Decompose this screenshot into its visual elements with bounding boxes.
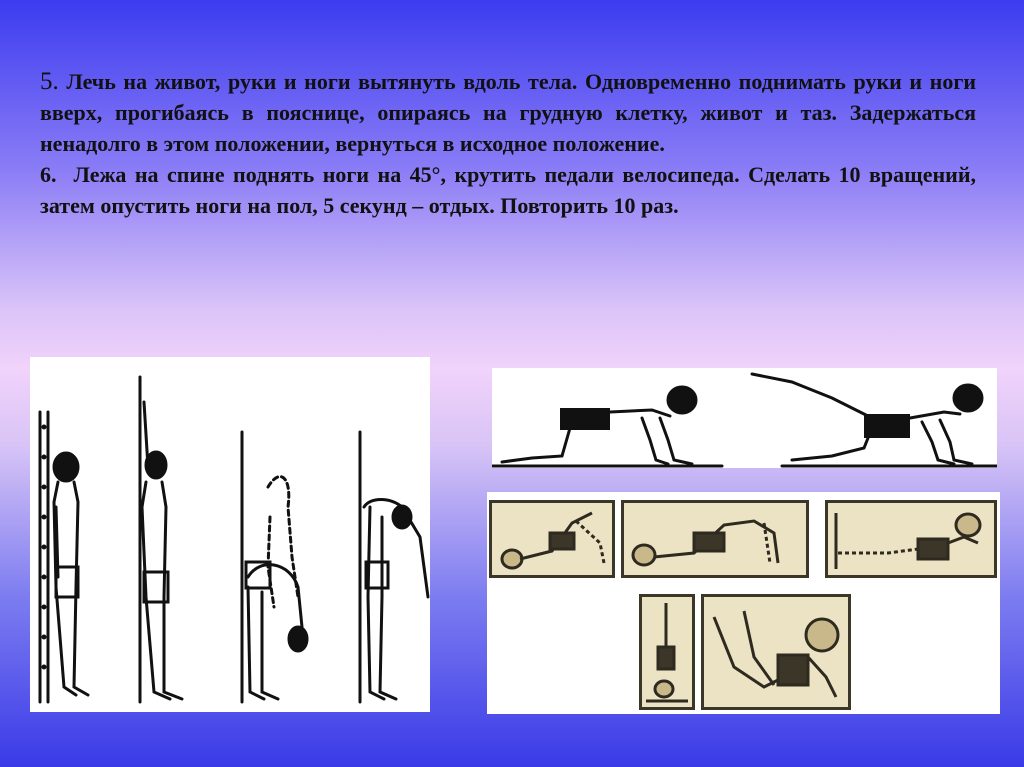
exercise-photo-1 <box>489 500 615 578</box>
exercise-photo-2 <box>621 500 809 578</box>
exercise-5-text: Лечь на живот, руки и ноги вытянуть вдоль тела. Одновременно поднимать руки и ноги вверх, прогибаясь в пояснице, опираясь на грудную клетку, живот и таз. Задержаться ненадолго в этом положении, вернуться в исходное положение. <box>40 69 976 156</box>
exercise-5-number: 5. <box>40 68 59 95</box>
exercise-6 <box>40 159 976 221</box>
floor-exercise-collage <box>487 492 1000 714</box>
instructions-text <box>40 66 976 221</box>
wall-posture-illustration <box>30 357 430 712</box>
exercise-photo-5 <box>701 594 851 710</box>
exercise-photo-3 <box>825 500 997 578</box>
exercise-5 <box>40 66 976 159</box>
exercise-photo-4 <box>639 594 695 710</box>
exercise-6-text: Лежа на спине поднять ноги на 45°, крутить педали велосипеда. Сделать 10 вращений, затем опустить ноги на пол, 5 секунд – отдых. Повторить 10 раз. <box>40 162 977 218</box>
kneeling-exercise-illustration <box>492 368 997 468</box>
kneeling-exercise-drawing <box>492 368 997 468</box>
wall-posture-drawing <box>30 357 430 712</box>
exercise-6-number: 6. <box>40 162 57 187</box>
